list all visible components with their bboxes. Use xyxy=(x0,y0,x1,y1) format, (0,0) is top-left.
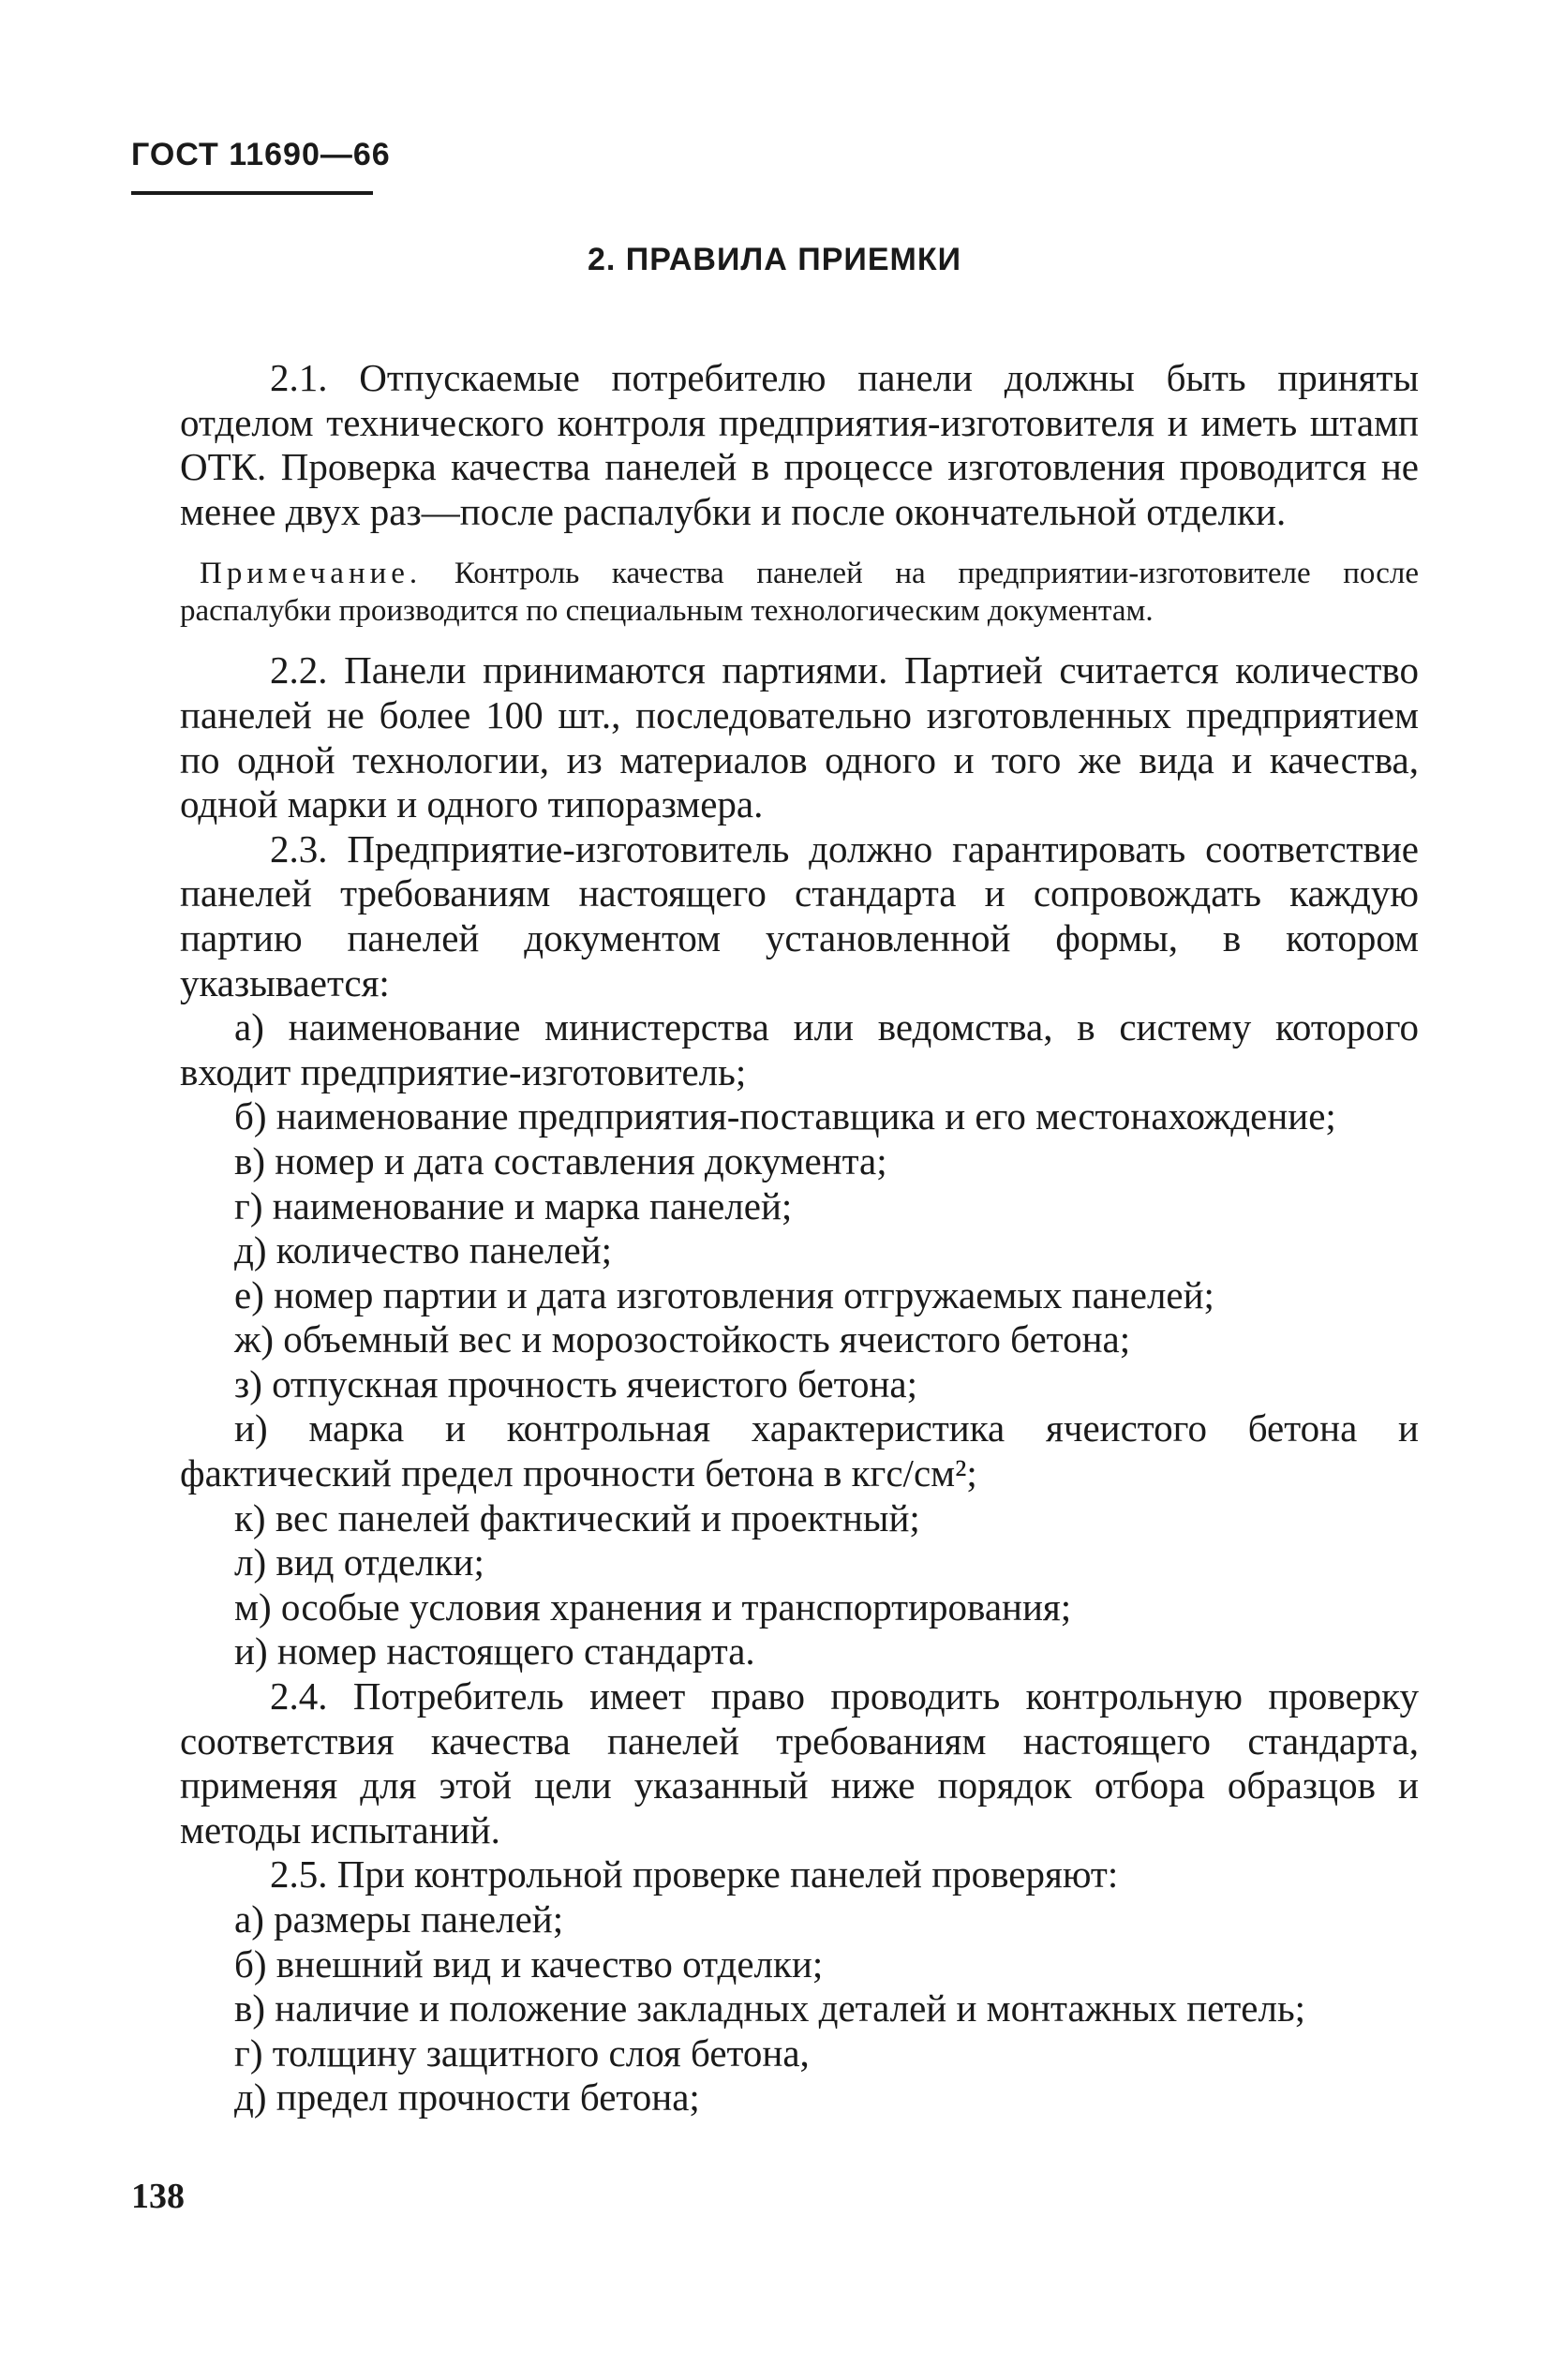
list-item: д) предел прочности бетона; xyxy=(234,2075,700,2120)
page-number: 138 xyxy=(131,2177,185,2216)
list-item: ж) объемный вес и морозостойкость ячеистого бетона; xyxy=(234,1317,1131,1361)
list-item: з) отпускная прочность ячеистого бетона; xyxy=(234,1361,917,1406)
clause-2-3: 2.3. Предприятие-изготовитель должно гарантировать соответствие панелей требованиям настоящего стандарта и сопровождать каждую партию панелей документом установленной формы, в котором указывается: xyxy=(180,826,1419,1004)
list-item: в) номер и дата составления документа; xyxy=(234,1138,887,1183)
list-item: в) наличие и положение закладных деталей и монтажных петель; xyxy=(234,1986,1306,2030)
standard-code: ГОСТ 11690—66 xyxy=(131,137,391,172)
header-rule xyxy=(131,191,373,195)
list-item: б) внешний вид и качество отделки; xyxy=(234,1941,824,1986)
list-item: д) количество панелей; xyxy=(234,1228,613,1272)
note-label: Примечание. xyxy=(200,557,423,591)
note-text: Контроль качества панелей на предприятии-изготовителе после распалубки производится по специальным технологическим документам. xyxy=(180,557,1420,629)
list-item: б) наименование предприятия-поставщика и его местонахождение; xyxy=(234,1094,1336,1138)
section-title: 2. ПРАВИЛА ПРИЕМКИ xyxy=(587,242,962,277)
clause-2-5: 2.5. При контрольной проверке панелей проверяют: xyxy=(270,1852,1119,1897)
document-body xyxy=(180,356,1419,2120)
list-item: е) номер партии и дата изготовления отгружаемых панелей; xyxy=(234,1272,1214,1316)
list-item: а) наименование министерства или ведомства, в систему которого входит предприятие-изготовитель; xyxy=(180,1005,1419,1093)
list-item: и) номер настоящего стандарта. xyxy=(234,1629,755,1673)
list-item: и) марка и контрольная характеристика ячеистого бетона и фактический предел прочности бетона в кгс/см²; xyxy=(180,1406,1419,1495)
clause-2-4: 2.4. Потребитель имеет право проводить контрольную проверку соответствия качества панелей требованиям настоящего стандарта, применяя для этой цели указанный ниже порядок отбора образцов и методы испытаний. xyxy=(180,1674,1419,1852)
list-item: м) особые условия хранения и транспортирования; xyxy=(234,1584,1072,1629)
note xyxy=(180,555,1419,630)
clause-2-1: 2.1. Отпускаемые потребителю панели должны быть приняты отделом технического контроля предприятия-изготовителя и иметь штамп ОТК. Проверка качества панелей в процессе изготовления проводится не менее двух раз—после распалубки и после окончательной отделки. xyxy=(180,356,1419,533)
list-item: к) вес панелей фактический и проектный; xyxy=(234,1495,920,1540)
list-item: л) вид отделки; xyxy=(234,1540,484,1584)
list-item: г) наименование и марка панелей; xyxy=(234,1183,793,1227)
list-item: г) толщину защитного слоя бетона, xyxy=(234,2030,810,2075)
clause-2-2: 2.2. Панели принимаются партиями. Партией считается количество панелей не более 100 шт., последовательно изготовленных предприятием по одной технологии, из материалов одного и того же вида и качества, одной марки и одного типоразмера. xyxy=(180,648,1419,826)
list-item: а) размеры панелей; xyxy=(234,1897,564,1941)
